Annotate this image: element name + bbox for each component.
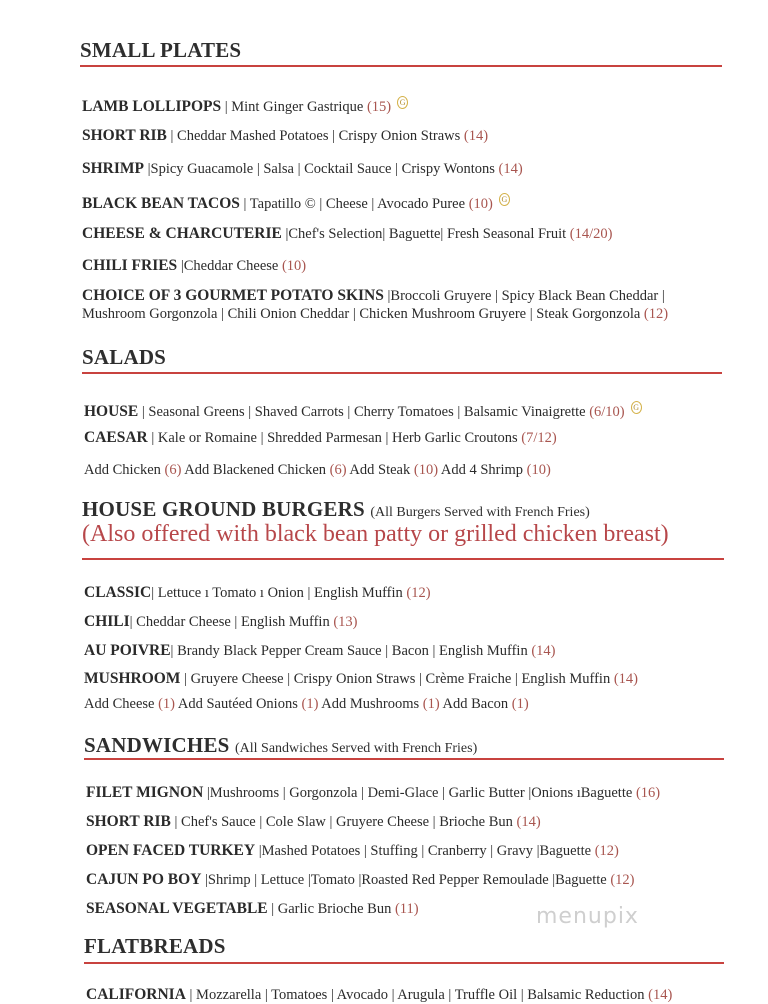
item-price: (12)	[406, 585, 431, 601]
item-price: (6/10)	[589, 404, 625, 420]
item-price: (12)	[594, 843, 619, 859]
menu-item	[84, 462, 551, 479]
item-price: (14)	[648, 987, 673, 1003]
menu-item	[82, 306, 668, 323]
item-name: CAESAR	[84, 429, 148, 446]
item-description: Mushroom Gorgonzola | Chili Onion Cheddar | Chicken Mushroom Gruyere | Steak Gorgonzola	[82, 306, 644, 322]
item-price: (10)	[281, 258, 307, 274]
section-heading	[82, 345, 166, 370]
addon-price: (1)	[511, 696, 529, 712]
gluten-free-icon: G	[631, 401, 642, 414]
item-name: SEASONAL VEGETABLE	[86, 900, 268, 917]
item-name: BLACK BEAN TACOS	[82, 195, 240, 212]
item-price: (10)	[468, 196, 493, 212]
section-divider	[84, 962, 724, 964]
item-description: | Mozzarella | Tomatoes | Avocado | Arugula | Truffle Oil | Balsamic Reduction	[185, 987, 649, 1003]
menu-item	[82, 225, 612, 243]
section-heading	[82, 497, 590, 522]
item-description: |Broccoli Gruyere | Spicy Black Bean Cheddar |	[383, 288, 665, 304]
item-description: | Tapatillo © | Cheese | Avocado Puree	[239, 196, 469, 212]
item-name: MUSHROOM	[84, 670, 181, 687]
item-name: CHOICE OF 3 GOURMET POTATO SKINS	[82, 287, 384, 304]
gluten-free-icon: G	[397, 96, 408, 109]
item-price: (11)	[394, 901, 419, 917]
item-name: CALIFORNIA	[86, 986, 186, 1003]
addon-label: Add Mushrooms	[321, 696, 423, 712]
item-price: (13)	[333, 614, 358, 630]
item-price: (16)	[635, 785, 661, 801]
item-price: (14)	[531, 643, 556, 659]
item-description: Add Chicken	[84, 462, 165, 478]
addon-label: Add Steak	[349, 462, 414, 478]
item-price: (14)	[516, 814, 541, 830]
section-title: SMALL PLATES	[80, 38, 242, 62]
item-price: (14)	[498, 161, 523, 177]
menu-item	[82, 160, 523, 178]
section-heading	[84, 733, 477, 758]
section-title: SANDWICHES	[84, 733, 230, 757]
menu-item	[84, 642, 556, 660]
section-heading	[80, 38, 241, 63]
item-price: (14/20)	[569, 226, 613, 242]
item-description: | Gruyere Cheese | Crispy Onion Straws | Crème Fraiche | English Muffin	[180, 671, 614, 687]
menu-item	[82, 287, 665, 305]
menu-item	[84, 429, 557, 447]
item-name: CHILI FRIES	[82, 257, 178, 274]
item-name: AU POIVRE	[84, 642, 171, 659]
menu-item	[82, 257, 306, 275]
item-name: SHORT RIB	[86, 813, 171, 830]
addon-label: Add Bacon	[442, 696, 512, 712]
item-description: |Mashed Potatoes | Stuffing | Cranberry | Gravy |Baguette	[255, 843, 595, 859]
item-name: CHILI	[84, 613, 130, 630]
item-name: CAJUN PO BOY	[86, 871, 202, 888]
menu-item	[86, 871, 635, 889]
item-price: (6)	[164, 462, 182, 478]
section-divider	[84, 758, 724, 760]
menu-item	[82, 127, 488, 145]
item-description: |Cheddar Cheese	[177, 258, 282, 274]
item-name: SHRIMP	[82, 160, 144, 177]
item-description: | Chef's Sauce | Cole Slaw | Gruyere Cheese | Brioche Bun	[170, 814, 517, 830]
section-divider	[82, 558, 724, 560]
addon-label: Add Sautéed Onions	[177, 696, 302, 712]
item-description: | Mint Ginger Gastrique	[221, 99, 367, 115]
menu-item	[86, 986, 672, 1004]
addon-label: Add Blackened Chicken	[184, 462, 330, 478]
item-description: | Lettuce ı Tomato ı Onion | English Muffin	[151, 585, 407, 601]
addon-price: (1)	[422, 696, 440, 712]
item-description: |Spicy Guacamole | Salsa | Cocktail Sauce | Crispy Wontons	[144, 161, 499, 177]
item-name: SHORT RIB	[82, 127, 167, 144]
item-description: | Seasonal Greens | Shaved Carrots | Cherry Tomatoes | Balsamic Vinaigrette	[138, 404, 590, 420]
menu-item	[86, 784, 660, 802]
item-name: OPEN FACED TURKEY	[86, 842, 256, 859]
gluten-free-icon: G	[499, 193, 510, 206]
item-name: CLASSIC	[84, 584, 152, 601]
item-description: |Chef's Selection| Baguette| Fresh Seasonal Fruit	[281, 226, 570, 242]
menu-item	[82, 96, 408, 116]
menu-item	[84, 613, 358, 631]
section-note: (All Sandwiches Served with French Fries)	[235, 741, 478, 756]
menu-item	[84, 670, 638, 688]
item-price: (14)	[463, 128, 489, 144]
item-description: | Brandy Black Pepper Cream Sauce | Bacon | English Muffin	[170, 643, 532, 659]
item-description: |Shrimp | Lettuce |Tomato |Roasted Red Pepper Remoulade |Baguette	[201, 872, 611, 888]
item-name: CHEESE & CHARCUTERIE	[82, 225, 282, 242]
item-description: | Garlic Brioche Bun	[267, 901, 395, 917]
item-name: LAMB LOLLIPOPS	[82, 98, 222, 115]
item-description: Add Cheese	[84, 696, 159, 712]
addon-label: Add 4 Shrimp	[440, 462, 527, 478]
item-description: | Cheddar Cheese | English Muffin	[129, 614, 334, 630]
item-price: (12)	[610, 872, 635, 888]
section-note: (All Burgers Served with French Fries)	[370, 505, 590, 520]
item-price: (15)	[366, 99, 392, 115]
menu-item	[86, 813, 541, 831]
item-price: (12)	[643, 306, 669, 322]
menu-item	[84, 584, 431, 602]
addon-price: (1)	[301, 696, 319, 712]
item-name: FILET MIGNON	[86, 784, 204, 801]
item-price: (1)	[158, 696, 176, 712]
section-divider	[82, 372, 722, 374]
item-description: |Mushrooms | Gorgonzola | Demi-Glace | Garlic Butter |Onions ıBaguette	[203, 785, 636, 801]
section-title: SALADS	[82, 345, 167, 369]
menu-item	[82, 193, 510, 213]
item-price: (14)	[613, 671, 638, 687]
section-divider	[80, 65, 722, 67]
section-title: FLATBREADS	[84, 934, 226, 958]
menu-item	[86, 900, 419, 918]
item-description: | Kale or Romaine | Shredded Parmesan | Herb Garlic Croutons	[147, 430, 522, 446]
addon-price: (10)	[413, 462, 439, 478]
menu-item	[86, 842, 619, 860]
item-description: | Cheddar Mashed Potatoes | Crispy Onion Straws	[166, 128, 464, 144]
addon-price: (6)	[329, 462, 347, 478]
addon-price: (10)	[526, 462, 551, 478]
menu-item	[84, 696, 529, 713]
item-name: HOUSE	[84, 403, 139, 420]
item-price: (7/12)	[521, 430, 557, 446]
section-subnote: (Also offered with black bean patty or grilled chicken breast)	[82, 521, 669, 547]
menu-item	[84, 401, 642, 421]
watermark: menupix	[536, 904, 639, 929]
section-heading	[84, 934, 226, 959]
section-title: HOUSE GROUND BURGERS	[82, 497, 365, 521]
